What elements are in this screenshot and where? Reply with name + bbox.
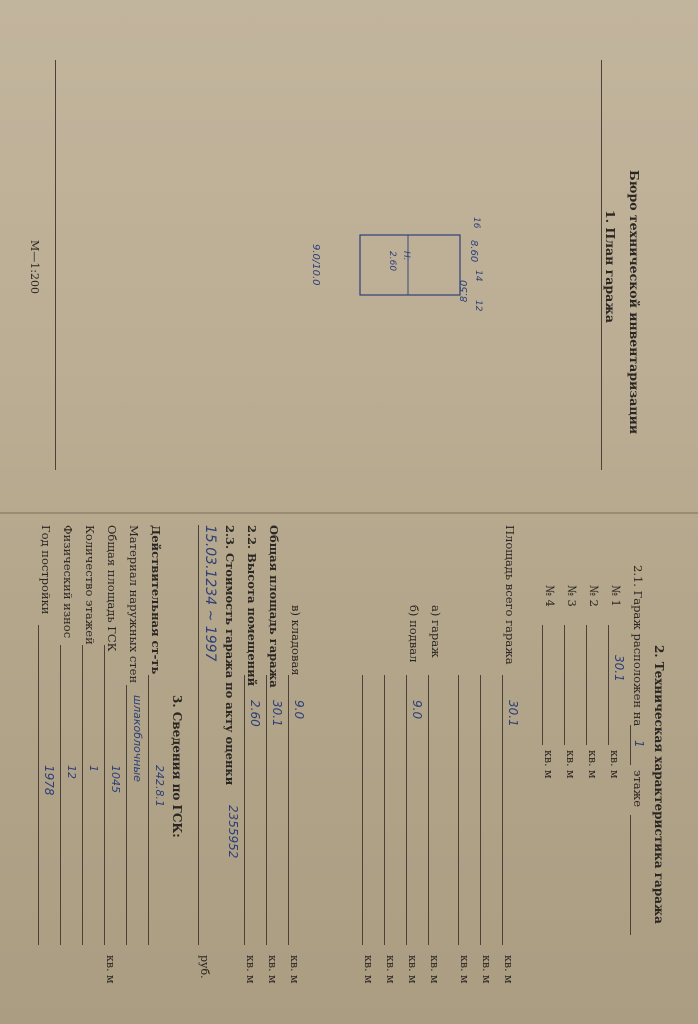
cost-handwritten: 15.03.1234 ~ 1997 [202, 525, 218, 662]
height-value: 2.60 [248, 700, 262, 727]
line [406, 675, 407, 945]
line [608, 625, 609, 745]
gsk-row-label: Общая площадь ГСК [105, 525, 119, 652]
floor-3-unit: кв. м [564, 750, 577, 779]
line [148, 675, 149, 945]
floor-value: 1 [632, 740, 646, 748]
line [564, 625, 565, 745]
plan-dim-width-left: 14 [473, 270, 483, 282]
sub-b-value: 9.0 [410, 700, 424, 720]
unit: кв. м [244, 955, 257, 984]
plan-height-value: 2.60 [387, 251, 397, 272]
height-label: 2.2. Высота помещений [245, 525, 259, 687]
plan-room-label: 9.0/10.0 [310, 244, 321, 286]
cost-label: 2.3. Стоимость гаража по акту оценки [223, 525, 237, 786]
line [384, 675, 385, 945]
line [288, 675, 289, 945]
unit: кв. м [266, 955, 279, 984]
line [38, 625, 39, 945]
gsk-row-value: 1045 [109, 765, 122, 793]
divider [55, 60, 56, 470]
plan-dim-length-top: 8.50 [459, 280, 470, 303]
sub-c-value: 9.0 [292, 700, 306, 720]
located-suffix: этаже [631, 770, 645, 808]
floor-1-unit: кв. м [608, 750, 621, 779]
unit: кв. м [458, 955, 471, 984]
floor-1-label: № 1 [609, 585, 623, 607]
line [266, 675, 267, 945]
line [428, 675, 429, 945]
unit: кв. м [384, 955, 397, 984]
line [82, 645, 83, 945]
plan-dim-length: 8.60 [468, 240, 479, 263]
gsk-row-value: 1 [87, 765, 100, 772]
unit: кв. м [288, 955, 301, 984]
sub-b-label: б) подвал [407, 605, 421, 663]
cost-value: 2355952 [226, 805, 240, 859]
unit: кв. м [362, 955, 375, 984]
total-label: Площадь всего гаража [503, 525, 517, 665]
gsk-row-unit: кв. м [104, 955, 117, 984]
located-prefix: 2.1. Гараж расположен на [631, 565, 645, 727]
line [126, 685, 127, 945]
floor-4-label: № 4 [543, 585, 557, 607]
tech-title: 2. Техническая характеристика гаража [652, 645, 666, 924]
line [542, 625, 543, 745]
common-area-value: 30.1 [270, 700, 284, 727]
rub-label: руб. [198, 955, 211, 979]
gsk-row-label: Действительная ст-ть [149, 525, 163, 675]
line [502, 675, 503, 945]
gsk-row-label: Материал наружных стен [127, 525, 141, 684]
unit: кв. м [428, 955, 441, 984]
floor-3-label: № 3 [565, 585, 579, 607]
line [198, 525, 199, 945]
line [104, 645, 105, 945]
common-area-label: Общая площадь гаража [267, 525, 281, 688]
gsk-row-label: Физический износ [61, 525, 75, 639]
floor-2-label: № 2 [587, 585, 601, 607]
line [244, 675, 245, 945]
floor-4-unit: кв. м [542, 750, 555, 779]
total-value: 30.1 [506, 700, 520, 727]
sub-c-label: в) кладовая [289, 605, 303, 676]
divider [601, 60, 602, 470]
characteristics-section [5, 525, 665, 1005]
bureau-title: Бюро технической инвентаризации [627, 170, 642, 435]
gsk-row-value: шлакоблочные [131, 695, 144, 782]
plan-dim-width-right: 12 [473, 300, 483, 312]
floor-underline [630, 725, 631, 765]
floor-2-unit: кв. м [586, 750, 599, 779]
line [480, 675, 481, 945]
floor-1-value: 30.1 [612, 655, 626, 682]
gsk-row-value: 1978 [42, 765, 56, 796]
unit: кв. м [406, 955, 419, 984]
line [586, 625, 587, 745]
line [362, 675, 363, 945]
gsk-row-value: 12 [65, 765, 78, 779]
line [60, 645, 61, 945]
plan-section [0, 0, 680, 500]
plan-height-label: Н: [401, 251, 411, 261]
total-unit: кв. м [502, 955, 515, 984]
line [630, 815, 631, 935]
sub-a-label: а) гараж [429, 605, 443, 658]
gsk-row-label: Количество этажей [83, 525, 97, 645]
line [458, 675, 459, 945]
gsk-row-label: Год постройки [39, 525, 53, 615]
gsk-title: 3. Сведения по ГСК: [170, 695, 184, 838]
plan-dim-mark: 16 [471, 217, 481, 229]
fold-line [0, 512, 698, 514]
gsk-row-value: 242.8.1 [153, 765, 166, 807]
plan-title: 1. План гаража [603, 210, 618, 323]
unit: кв. м [480, 955, 493, 984]
scale-label: М—1:200 [28, 240, 41, 294]
